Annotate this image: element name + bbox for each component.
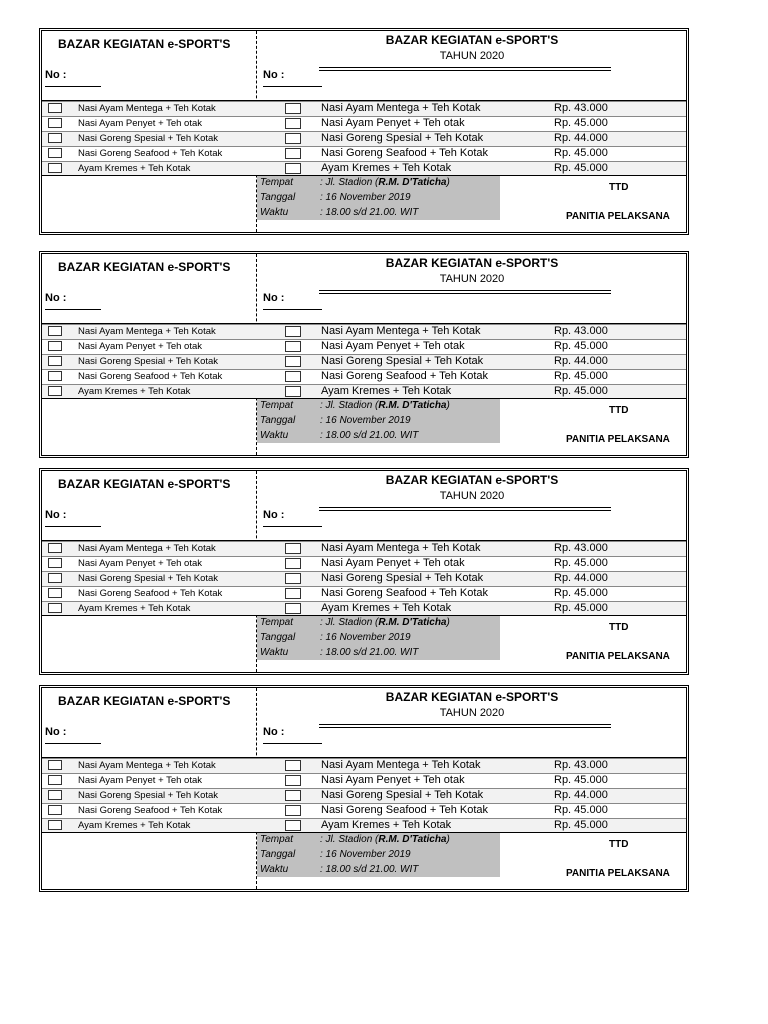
ticket-number-label: No : bbox=[263, 509, 285, 521]
place-venue: R.M. D'Taticha bbox=[378, 177, 447, 188]
date-label: Tanggal bbox=[260, 192, 296, 203]
menu-item-name: Nasi Goreng Seafood + Teh Kotak bbox=[321, 147, 489, 159]
stub-item-name: Nasi Ayam Mentega + Teh Kotak bbox=[78, 103, 216, 114]
stub-checkbox[interactable] bbox=[48, 588, 62, 598]
signature-label: TTD bbox=[609, 182, 629, 193]
info-row-date bbox=[257, 191, 500, 206]
menu-item-price: Rp. 43.000 bbox=[554, 759, 608, 771]
place-venue: R.M. D'Taticha bbox=[378, 617, 447, 628]
place-prefix: : Jl. Stadion ( bbox=[320, 177, 379, 188]
title-underline bbox=[319, 724, 611, 728]
ticket-subtitle: TAHUN 2020 bbox=[439, 490, 505, 502]
menu-checkbox[interactable] bbox=[285, 118, 301, 129]
menu-item-name: Ayam Kremes + Teh Kotak bbox=[321, 602, 452, 614]
menu-row bbox=[42, 324, 686, 339]
date-value: : 16 November 2019 bbox=[320, 849, 411, 860]
stub-item-name: Nasi Ayam Mentega + Teh Kotak bbox=[78, 543, 216, 554]
committee-label: PANITIA PELAKSANA bbox=[566, 651, 670, 662]
stub-title: BAZAR KEGIATAN e-SPORT'S bbox=[58, 260, 231, 274]
menu-item-price: Rp. 45.000 bbox=[554, 774, 608, 786]
menu-row bbox=[42, 384, 686, 399]
stub-item-name: Nasi Goreng Spesial + Teh Kotak bbox=[78, 573, 219, 584]
menu-item-name: Nasi Goreng Spesial + Teh Kotak bbox=[321, 132, 484, 144]
stub-checkbox[interactable] bbox=[48, 341, 62, 351]
time-value: : 18.00 s/d 21.00. WIT bbox=[320, 207, 419, 218]
stub-checkbox[interactable] bbox=[48, 790, 62, 800]
menu-checkbox[interactable] bbox=[285, 133, 301, 144]
time-label: Waktu bbox=[260, 207, 289, 218]
menu-row bbox=[42, 803, 686, 818]
menu-row bbox=[42, 116, 686, 131]
stub-checkbox[interactable] bbox=[48, 103, 62, 113]
place-value bbox=[320, 177, 450, 188]
menu-item-name: Nasi Ayam Mentega + Teh Kotak bbox=[321, 542, 481, 554]
stub-item-name: Nasi Ayam Penyet + Teh otak bbox=[78, 775, 203, 786]
stub-checkbox[interactable] bbox=[48, 326, 62, 336]
date-label: Tanggal bbox=[260, 415, 296, 426]
stub-number-label: No : bbox=[45, 509, 67, 521]
menu-checkbox[interactable] bbox=[285, 371, 301, 382]
menu-item-price: Rp. 45.000 bbox=[554, 804, 608, 816]
stub-checkbox[interactable] bbox=[48, 163, 62, 173]
menu-checkbox[interactable] bbox=[285, 356, 301, 367]
place-value bbox=[320, 400, 450, 411]
stub-item-name: Nasi Ayam Penyet + Teh otak bbox=[78, 341, 203, 352]
info-row-time bbox=[257, 206, 500, 221]
menu-row bbox=[42, 818, 686, 833]
title-underline bbox=[319, 290, 611, 294]
menu-item-price: Rp. 43.000 bbox=[554, 102, 608, 114]
date-value: : 16 November 2019 bbox=[320, 415, 411, 426]
stub-checkbox[interactable] bbox=[48, 371, 62, 381]
menu-item-price: Rp. 44.000 bbox=[554, 789, 608, 801]
stub-checkbox[interactable] bbox=[48, 760, 62, 770]
menu-item-price: Rp. 43.000 bbox=[554, 542, 608, 554]
menu-row bbox=[42, 354, 686, 369]
place-prefix: : Jl. Stadion ( bbox=[320, 400, 379, 411]
menu-item-price: Rp. 45.000 bbox=[554, 370, 608, 382]
menu-checkbox[interactable] bbox=[285, 603, 301, 614]
ticket-number-line bbox=[263, 309, 322, 310]
menu-checkbox[interactable] bbox=[285, 775, 301, 786]
place-venue: R.M. D'Taticha bbox=[378, 834, 447, 845]
stub-item-name: Nasi Goreng Seafood + Teh Kotak bbox=[78, 148, 223, 159]
stub-number-line bbox=[45, 526, 101, 527]
ticket bbox=[39, 28, 689, 235]
stub-number-line bbox=[45, 86, 101, 87]
event-info-box bbox=[257, 176, 500, 220]
menu-item-name: Ayam Kremes + Teh Kotak bbox=[321, 162, 452, 174]
title-underline bbox=[319, 67, 611, 71]
ticket-title: BAZAR KEGIATAN e-SPORT'S bbox=[385, 33, 559, 47]
menu-checkbox[interactable] bbox=[285, 103, 301, 114]
menu-item-name: Nasi Goreng Seafood + Teh Kotak bbox=[321, 587, 489, 599]
menu-row bbox=[42, 758, 686, 773]
ticket-number-line bbox=[263, 526, 322, 527]
menu-item-price: Rp. 44.000 bbox=[554, 132, 608, 144]
stub-item-name: Nasi Ayam Penyet + Teh otak bbox=[78, 558, 203, 569]
date-value: : 16 November 2019 bbox=[320, 192, 411, 203]
menu-row bbox=[42, 556, 686, 571]
title-underline bbox=[319, 507, 611, 511]
date-label: Tanggal bbox=[260, 849, 296, 860]
menu-row bbox=[42, 773, 686, 788]
info-row-date bbox=[257, 848, 500, 863]
stub-item-name: Ayam Kremes + Teh Kotak bbox=[78, 603, 191, 614]
committee-label: PANITIA PELAKSANA bbox=[566, 868, 670, 879]
menu-item-name: Nasi Ayam Penyet + Teh otak bbox=[321, 557, 465, 569]
ticket-subtitle: TAHUN 2020 bbox=[439, 50, 505, 62]
menu-checkbox[interactable] bbox=[285, 326, 301, 337]
menu-checkbox[interactable] bbox=[285, 341, 301, 352]
menu-item-name: Nasi Goreng Spesial + Teh Kotak bbox=[321, 789, 484, 801]
place-label: Tempat bbox=[260, 400, 293, 411]
info-row-place bbox=[257, 616, 500, 631]
menu-item-price: Rp. 45.000 bbox=[554, 340, 608, 352]
menu-item-price: Rp. 44.000 bbox=[554, 355, 608, 367]
time-value: : 18.00 s/d 21.00. WIT bbox=[320, 647, 419, 658]
menu-item-name: Nasi Ayam Penyet + Teh otak bbox=[321, 774, 465, 786]
time-value: : 18.00 s/d 21.00. WIT bbox=[320, 864, 419, 875]
place-label: Tempat bbox=[260, 834, 293, 845]
place-suffix: ) bbox=[446, 834, 450, 845]
ticket-title: BAZAR KEGIATAN e-SPORT'S bbox=[385, 473, 559, 487]
menu-item-price: Rp. 45.000 bbox=[554, 147, 608, 159]
ticket bbox=[39, 685, 689, 892]
place-prefix: : Jl. Stadion ( bbox=[320, 834, 379, 845]
menu-list bbox=[42, 540, 686, 616]
stub-title: BAZAR KEGIATAN e-SPORT'S bbox=[58, 694, 231, 708]
stub-checkbox[interactable] bbox=[48, 118, 62, 128]
stub-checkbox[interactable] bbox=[48, 805, 62, 815]
menu-item-name: Nasi Ayam Penyet + Teh otak bbox=[321, 340, 465, 352]
menu-item-price: Rp. 45.000 bbox=[554, 587, 608, 599]
menu-list bbox=[42, 100, 686, 176]
time-label: Waktu bbox=[260, 864, 289, 875]
ticket-title: BAZAR KEGIATAN e-SPORT'S bbox=[385, 690, 559, 704]
menu-item-price: Rp. 44.000 bbox=[554, 572, 608, 584]
stub-item-name: Nasi Goreng Seafood + Teh Kotak bbox=[78, 588, 223, 599]
stub-number-line bbox=[45, 743, 101, 744]
stub-checkbox[interactable] bbox=[48, 603, 62, 613]
menu-item-name: Nasi Ayam Penyet + Teh otak bbox=[321, 117, 465, 129]
menu-list bbox=[42, 323, 686, 399]
place-suffix: ) bbox=[446, 400, 450, 411]
info-row-time bbox=[257, 646, 500, 661]
time-label: Waktu bbox=[260, 647, 289, 658]
stub-item-name: Nasi Goreng Spesial + Teh Kotak bbox=[78, 133, 219, 144]
stub-checkbox[interactable] bbox=[48, 386, 62, 396]
menu-checkbox[interactable] bbox=[285, 543, 301, 554]
menu-checkbox[interactable] bbox=[285, 558, 301, 569]
menu-item-price: Rp. 45.000 bbox=[554, 819, 608, 831]
time-label: Waktu bbox=[260, 430, 289, 441]
menu-item-price: Rp. 45.000 bbox=[554, 557, 608, 569]
menu-item-name: Nasi Ayam Mentega + Teh Kotak bbox=[321, 325, 481, 337]
stub-checkbox[interactable] bbox=[48, 775, 62, 785]
place-value bbox=[320, 617, 450, 628]
menu-item-name: Nasi Goreng Seafood + Teh Kotak bbox=[321, 370, 489, 382]
committee-label: PANITIA PELAKSANA bbox=[566, 434, 670, 445]
menu-row bbox=[42, 788, 686, 803]
place-label: Tempat bbox=[260, 617, 293, 628]
menu-row bbox=[42, 161, 686, 176]
event-info-box bbox=[257, 616, 500, 660]
date-label: Tanggal bbox=[260, 632, 296, 643]
stub-checkbox[interactable] bbox=[48, 356, 62, 366]
ticket-number-line bbox=[263, 743, 322, 744]
stub-checkbox[interactable] bbox=[48, 133, 62, 143]
signature-label: TTD bbox=[609, 839, 629, 850]
stub-checkbox[interactable] bbox=[48, 148, 62, 158]
signature-label: TTD bbox=[609, 405, 629, 416]
menu-list bbox=[42, 757, 686, 833]
menu-item-price: Rp. 45.000 bbox=[554, 602, 608, 614]
menu-row bbox=[42, 131, 686, 146]
menu-item-price: Rp. 43.000 bbox=[554, 325, 608, 337]
menu-item-name: Nasi Ayam Mentega + Teh Kotak bbox=[321, 102, 481, 114]
stub-item-name: Nasi Goreng Spesial + Teh Kotak bbox=[78, 356, 219, 367]
ticket-subtitle: TAHUN 2020 bbox=[439, 707, 505, 719]
menu-checkbox[interactable] bbox=[285, 588, 301, 599]
place-suffix: ) bbox=[446, 177, 450, 188]
stub-number-line bbox=[45, 309, 101, 310]
committee-label: PANITIA PELAKSANA bbox=[566, 211, 670, 222]
menu-item-price: Rp. 45.000 bbox=[554, 385, 608, 397]
menu-item-name: Nasi Ayam Mentega + Teh Kotak bbox=[321, 759, 481, 771]
menu-row bbox=[42, 101, 686, 116]
info-row-date bbox=[257, 414, 500, 429]
menu-item-name: Nasi Goreng Spesial + Teh Kotak bbox=[321, 572, 484, 584]
place-label: Tempat bbox=[260, 177, 293, 188]
info-row-place bbox=[257, 833, 500, 848]
info-row-time bbox=[257, 863, 500, 878]
menu-row bbox=[42, 586, 686, 601]
menu-checkbox[interactable] bbox=[285, 386, 301, 397]
stub-checkbox[interactable] bbox=[48, 820, 62, 830]
stub-title: BAZAR KEGIATAN e-SPORT'S bbox=[58, 477, 231, 491]
stub-item-name: Nasi Goreng Seafood + Teh Kotak bbox=[78, 805, 223, 816]
ticket-title: BAZAR KEGIATAN e-SPORT'S bbox=[385, 256, 559, 270]
stub-checkbox[interactable] bbox=[48, 543, 62, 553]
event-info-box bbox=[257, 399, 500, 443]
info-row-place bbox=[257, 399, 500, 414]
place-suffix: ) bbox=[446, 617, 450, 628]
menu-checkbox[interactable] bbox=[285, 805, 301, 816]
menu-item-price: Rp. 45.000 bbox=[554, 117, 608, 129]
ticket-number-label: No : bbox=[263, 69, 285, 81]
menu-checkbox[interactable] bbox=[285, 760, 301, 771]
menu-row bbox=[42, 571, 686, 586]
stub-item-name: Nasi Goreng Spesial + Teh Kotak bbox=[78, 790, 219, 801]
menu-item-name: Nasi Goreng Spesial + Teh Kotak bbox=[321, 355, 484, 367]
menu-row bbox=[42, 601, 686, 616]
info-row-time bbox=[257, 429, 500, 444]
menu-row bbox=[42, 369, 686, 384]
menu-checkbox[interactable] bbox=[285, 573, 301, 584]
menu-checkbox[interactable] bbox=[285, 163, 301, 174]
stub-item-name: Nasi Ayam Penyet + Teh otak bbox=[78, 118, 203, 129]
event-info-box bbox=[257, 833, 500, 877]
menu-item-name: Ayam Kremes + Teh Kotak bbox=[321, 385, 452, 397]
menu-checkbox[interactable] bbox=[285, 790, 301, 801]
menu-row bbox=[42, 146, 686, 161]
stub-item-name: Ayam Kremes + Teh Kotak bbox=[78, 163, 191, 174]
ticket bbox=[39, 468, 689, 675]
ticket-number-label: No : bbox=[263, 292, 285, 304]
menu-checkbox[interactable] bbox=[285, 148, 301, 159]
ticket-number-line bbox=[263, 86, 322, 87]
stub-item-name: Nasi Ayam Mentega + Teh Kotak bbox=[78, 326, 216, 337]
place-value bbox=[320, 834, 450, 845]
signature-label: TTD bbox=[609, 622, 629, 633]
menu-item-name: Nasi Goreng Seafood + Teh Kotak bbox=[321, 804, 489, 816]
info-row-place bbox=[257, 176, 500, 191]
time-value: : 18.00 s/d 21.00. WIT bbox=[320, 430, 419, 441]
menu-row bbox=[42, 541, 686, 556]
stub-item-name: Ayam Kremes + Teh Kotak bbox=[78, 386, 191, 397]
menu-item-price: Rp. 45.000 bbox=[554, 162, 608, 174]
stub-item-name: Ayam Kremes + Teh Kotak bbox=[78, 820, 191, 831]
ticket bbox=[39, 251, 689, 458]
ticket-number-label: No : bbox=[263, 726, 285, 738]
stub-number-label: No : bbox=[45, 726, 67, 738]
place-venue: R.M. D'Taticha bbox=[378, 400, 447, 411]
stub-number-label: No : bbox=[45, 292, 67, 304]
stub-item-name: Nasi Goreng Seafood + Teh Kotak bbox=[78, 371, 223, 382]
stub-checkbox[interactable] bbox=[48, 558, 62, 568]
menu-checkbox[interactable] bbox=[285, 820, 301, 831]
place-prefix: : Jl. Stadion ( bbox=[320, 617, 379, 628]
stub-item-name: Nasi Ayam Mentega + Teh Kotak bbox=[78, 760, 216, 771]
stub-checkbox[interactable] bbox=[48, 573, 62, 583]
info-row-date bbox=[257, 631, 500, 646]
menu-row bbox=[42, 339, 686, 354]
stub-number-label: No : bbox=[45, 69, 67, 81]
stub-title: BAZAR KEGIATAN e-SPORT'S bbox=[58, 37, 231, 51]
menu-item-name: Ayam Kremes + Teh Kotak bbox=[321, 819, 452, 831]
ticket-subtitle: TAHUN 2020 bbox=[439, 273, 505, 285]
date-value: : 16 November 2019 bbox=[320, 632, 411, 643]
